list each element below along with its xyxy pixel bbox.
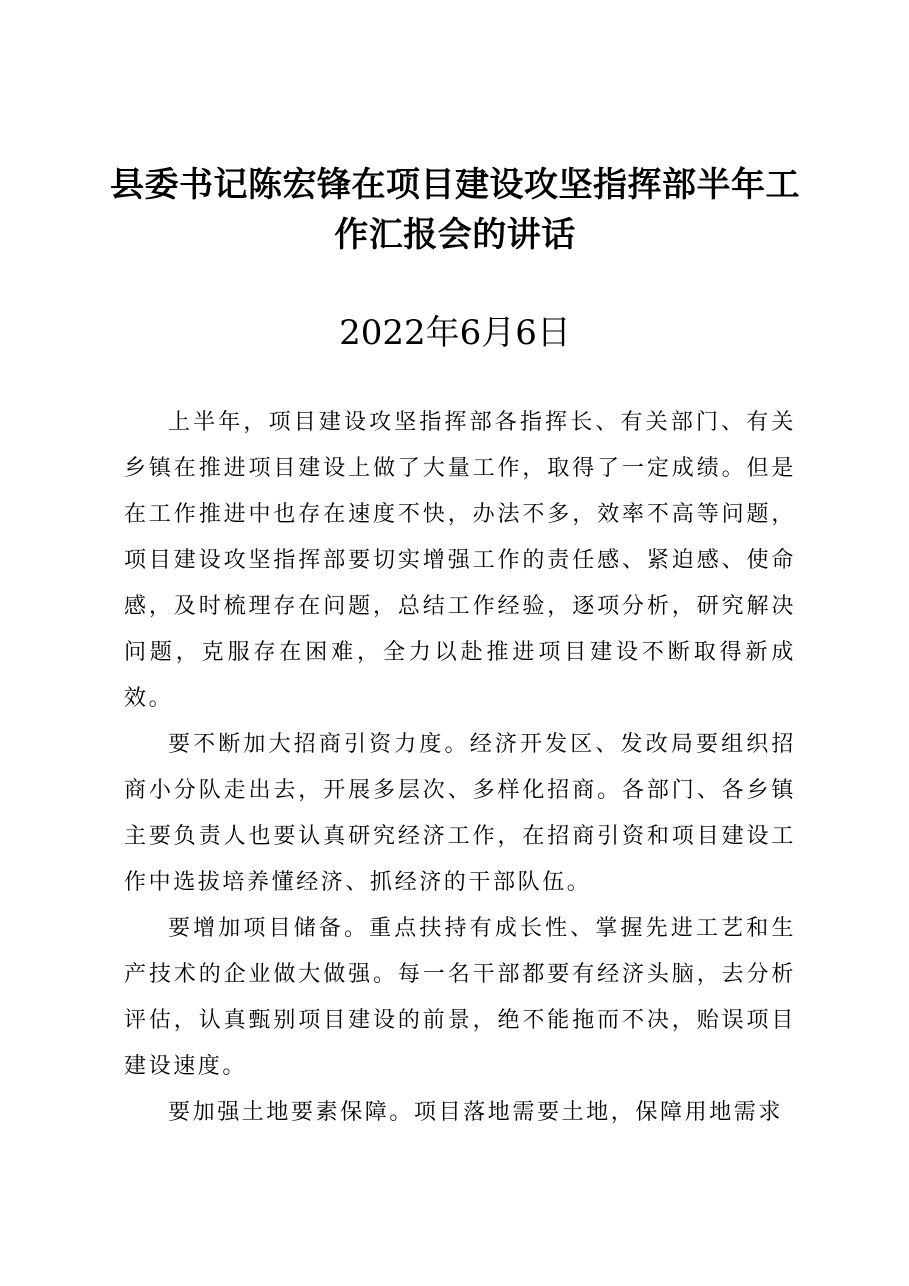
paragraph-project-reserve: 要增加项目储备。重点扶持有成长性、掌握先进工艺和生产技术的企业做大做强。每一名干部都要有经济头脑，去分析评估，认真甄别项目建设的前景，绝不能拖而不决，贻误项目建设速度。 bbox=[124, 916, 796, 1079]
paragraph-summary: 上半年，项目建设攻坚指挥部各指挥长、有关部门、有关乡镇在推进项目建设上做了大量工作，取得了一定成绩。但是在工作推进中也存在速度不快，办法不多，效率不高等问题，项目建设攻坚指挥部要切实增强工作的责任感、紧迫感、使命感，及时梳理存在问题，总结工作经验，逐项分析，研究解决问题，克服存在困难，全力以赴推进项目建设不断取得新成效。 bbox=[124, 410, 796, 711]
document-title: 县委书记陈宏锋在项目建设攻坚指挥部半年工作汇报会的讲话 bbox=[110, 165, 800, 255]
document-body bbox=[124, 400, 796, 1136]
paragraph-investment: 要不断加大招商引资力度。经济开发区、发改局要组织招商小分队走出去，开展多层次、多样化招商。各部门、各乡镇主要负责人也要认真研究经济工作，在招商引资和项目建设工作中选拔培养懂经济、抓经济的干部队伍。 bbox=[124, 732, 796, 895]
paragraph-land-guarantee: 要加强土地要素保障。项目落地需要土地，保障用地需求 bbox=[168, 1100, 784, 1125]
document-date: 2022年6月6日 bbox=[339, 313, 571, 353]
